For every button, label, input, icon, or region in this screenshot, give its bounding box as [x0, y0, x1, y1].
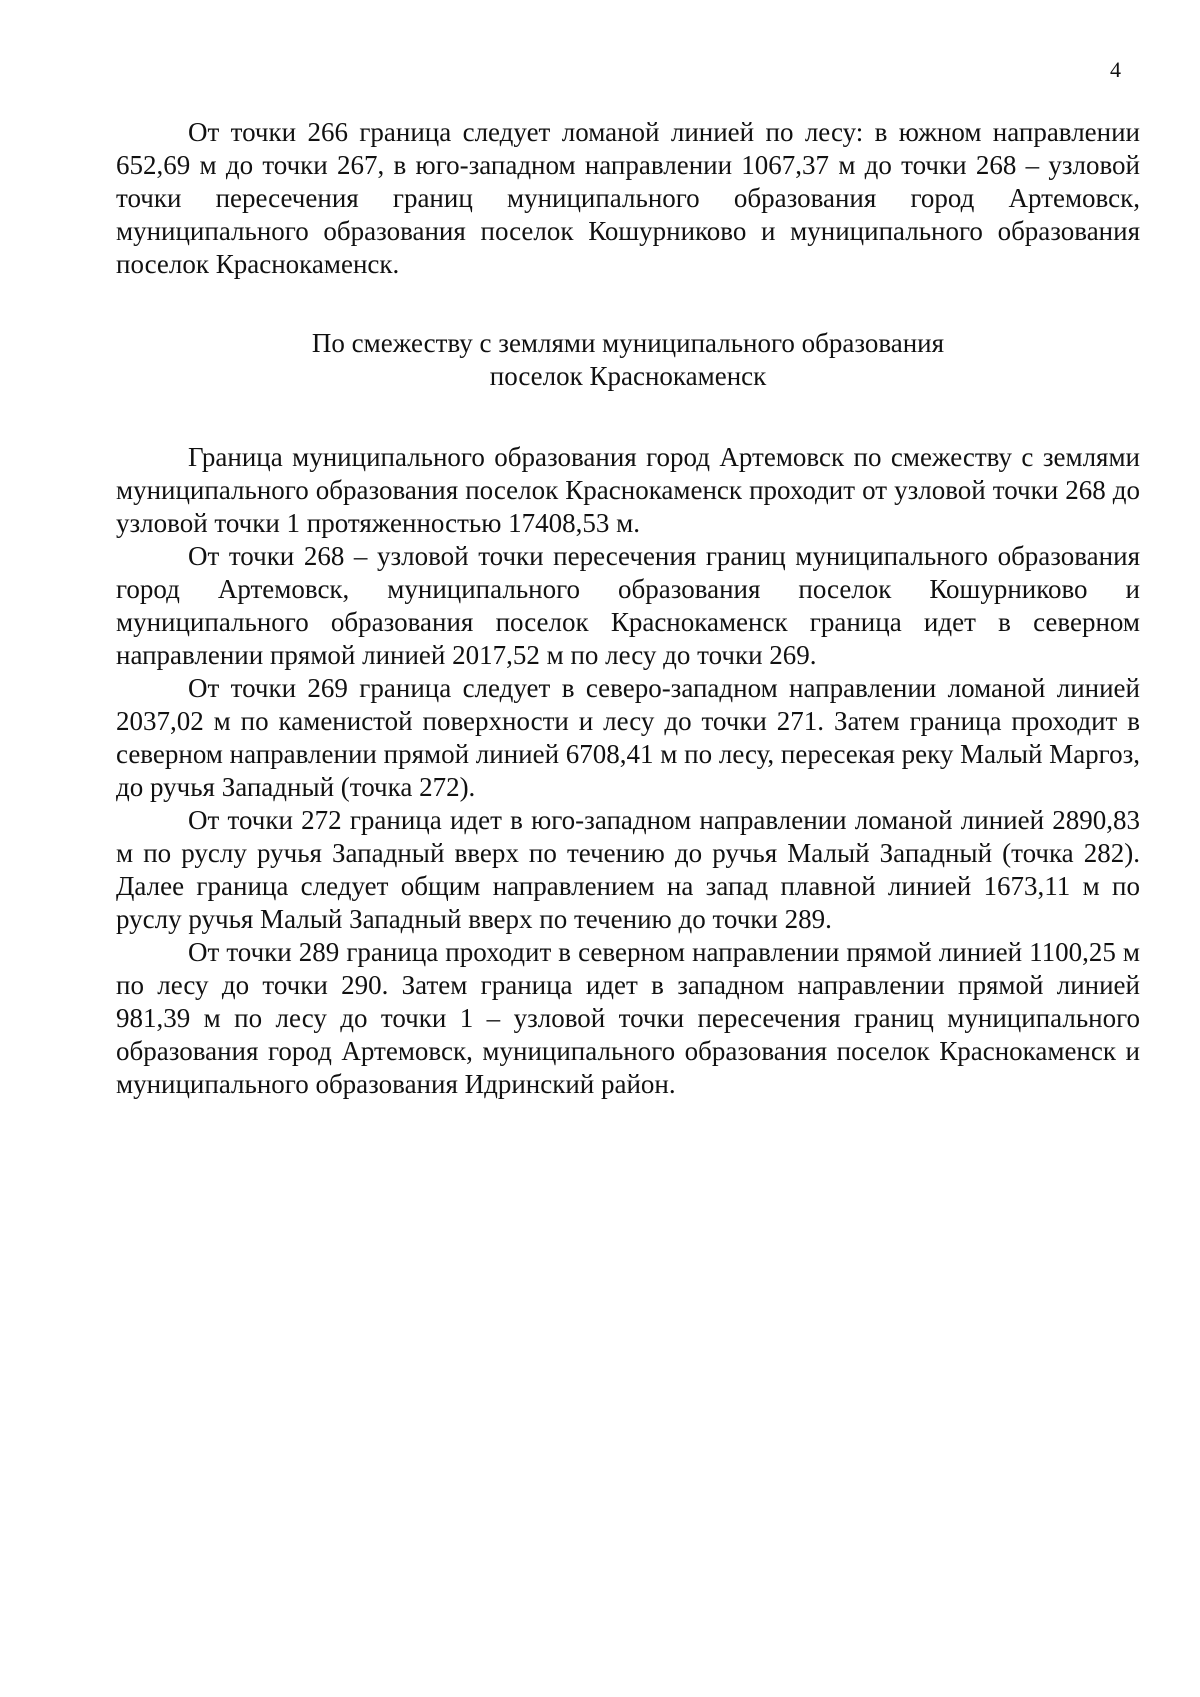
- paragraph-boundary-overview: Граница муниципального образования город Артемовск по смежеству с землями муниципального образования поселок Краснокаменск проходит от узловой точки 268 до узловой точки 1 протяженностью 17408,53 м.: [116, 442, 1140, 538]
- paragraph-point-289: От точки 289 граница проходит в северном направлении прямой линией 1100,25 м по лесу до точки 290. Затем граница идет в западном направлении прямой линией 981,39 м по лесу до точки 1 – узловой точки пересечения границ муниципального образования город Артемовск, муниципального образования поселок Краснокаменск и муниципального образования Идринский район.: [116, 937, 1140, 1099]
- document-body: [116, 116, 1140, 1101]
- page-number: 4: [1110, 57, 1121, 82]
- section-heading-line-1: По смежеству с землями муниципального образования: [311, 328, 945, 358]
- intro-paragraph: От точки 266 граница следует ломаной линией по лесу: в южном направлении 652,69 м до точки 267, в юго-западном направлении 1067,37 м до точки 268 – узловой точки пересечения границ муниципального образования город Артемовск, муниципального образования поселок Кошурниково и муниципального образования поселок Краснокаменск.: [116, 117, 1140, 279]
- paragraph-point-268: От точки 268 – узловой точки пересечения границ муниципального образования город Артемовск, муниципального образования поселок Кошурниково и муниципального образования поселок Краснокаменск граница идет в северном направлении прямой линией 2017,52 м по лесу до точки 269.: [116, 541, 1140, 670]
- paragraph-point-269: От точки 269 граница следует в северо-западном направлении ломаной линией 2037,02 м по каменистой поверхности и лесу до точки 271. Затем граница проходит в северном направлении прямой линией 6708,41 м по лесу, пересекая реку Малый Маргоз, до ручья Западный (точка 272).: [116, 673, 1140, 802]
- section-heading-line-2: поселок Краснокаменск: [489, 361, 767, 391]
- paragraph-point-272: От точки 272 граница идет в юго-западном направлении ломаной линией 2890,83 м по руслу ручья Западный вверх по течению до ручья Малый Западный (точка 282). Далее граница следует общим направлением на запад плавной линией 1673,11 м по руслу ручья Малый Западный вверх по течению до точки 289.: [116, 805, 1140, 934]
- section-heading: [116, 327, 1140, 393]
